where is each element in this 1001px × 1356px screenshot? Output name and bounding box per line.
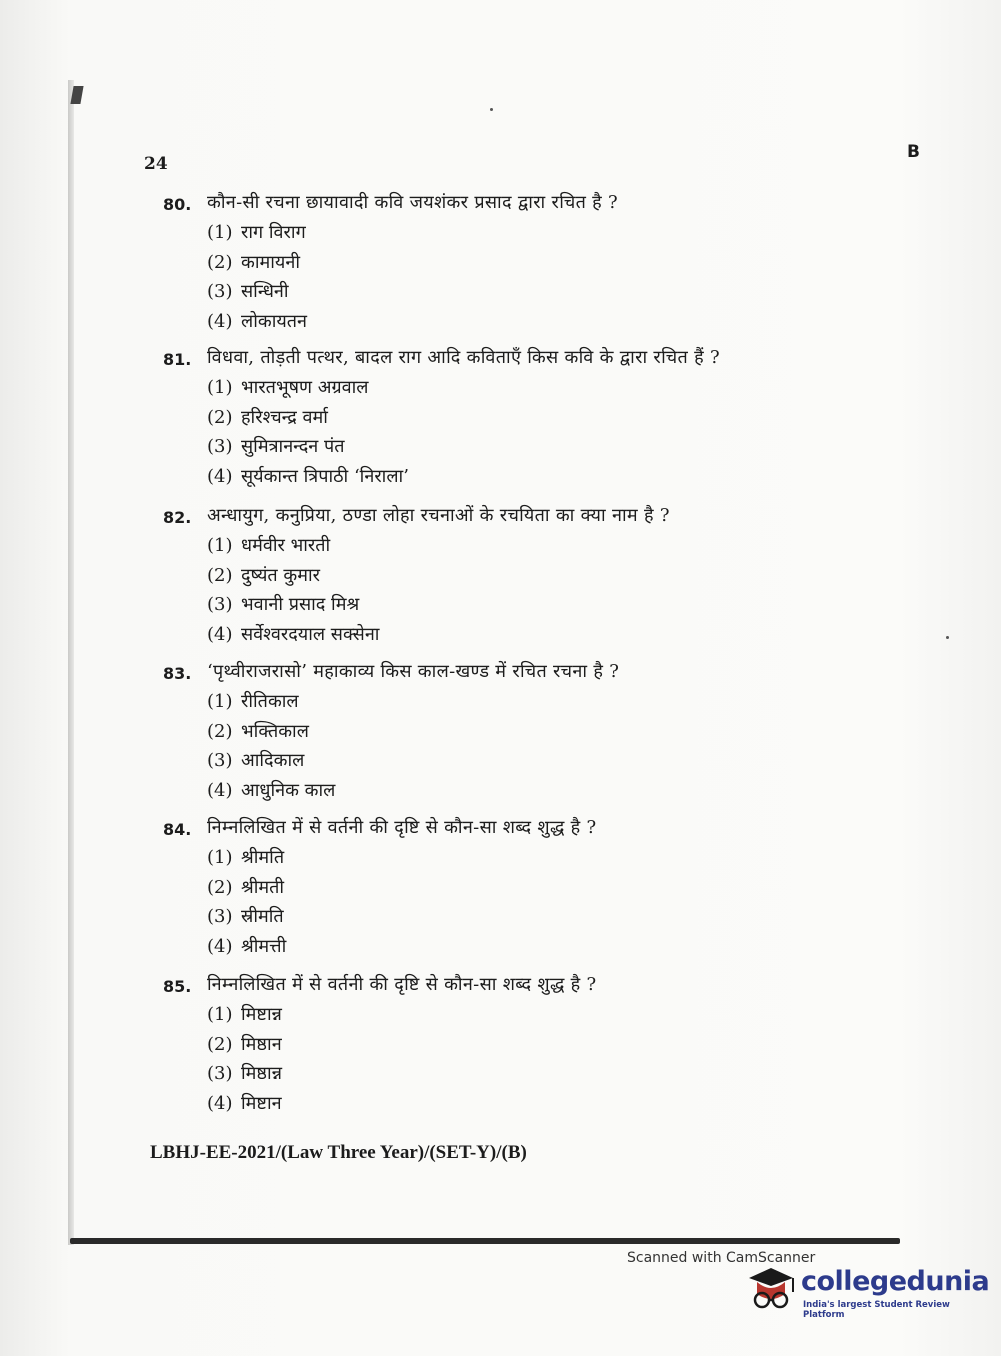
answer-option xyxy=(207,873,863,903)
answer-option xyxy=(207,277,863,307)
option-text: रीतिकाल xyxy=(241,691,299,712)
question-number: 85. xyxy=(163,977,192,996)
option-number: (1) xyxy=(207,377,233,398)
option-number: (2) xyxy=(207,564,233,586)
question-header xyxy=(163,659,863,687)
answer-option xyxy=(207,843,863,873)
question-block xyxy=(163,815,863,961)
answer-option xyxy=(207,746,863,776)
collegedunia-watermark xyxy=(745,1262,990,1322)
option-number: (3) xyxy=(207,1063,233,1084)
option-text: सन्धिनी xyxy=(241,281,289,302)
question-number: 84. xyxy=(163,820,192,839)
option-text: श्रीमती xyxy=(241,876,285,898)
option-text: राग विराग xyxy=(241,222,306,243)
answer-option xyxy=(207,717,863,747)
answer-option xyxy=(207,403,863,433)
question-block xyxy=(163,345,863,491)
paper-code-footer: LBHJ-EE-2021/(Law Three Year)/(SET-Y)/(B) xyxy=(150,1142,527,1163)
option-text: मिष्टान्न xyxy=(241,1004,282,1025)
answer-option xyxy=(207,531,863,561)
answer-option xyxy=(207,776,863,806)
answer-option xyxy=(207,1000,863,1030)
page-bottom-edge xyxy=(70,1238,900,1244)
answer-option xyxy=(207,462,863,492)
graduate-mascot-icon xyxy=(745,1264,797,1314)
option-number: (3) xyxy=(207,436,233,457)
answer-option xyxy=(207,561,863,591)
option-number: (1) xyxy=(207,1004,233,1025)
scanned-with-label: Scanned with CamScanner xyxy=(627,1250,816,1266)
question-header xyxy=(163,815,863,843)
option-number: (2) xyxy=(207,720,233,742)
answer-option xyxy=(207,620,863,650)
option-text: भवानी प्रसाद मिश्र xyxy=(241,594,360,615)
set-letter: B xyxy=(907,142,920,162)
option-text: कामायनी xyxy=(241,251,301,273)
question-block xyxy=(163,190,863,336)
question-text: विधवा, तोड़ती पत्थर, बादल राग आदि कविताएँ किस कवि के द्वारा रचित हैं ? xyxy=(207,347,720,368)
option-number: (3) xyxy=(207,594,233,615)
speck xyxy=(490,108,493,111)
option-number: (1) xyxy=(207,847,233,868)
option-text: भक्तिकाल xyxy=(241,720,309,742)
option-number: (4) xyxy=(207,779,233,801)
option-text: मिष्ठान्न xyxy=(241,1063,282,1084)
question-number: 82. xyxy=(163,508,192,527)
option-number: (2) xyxy=(207,406,233,428)
question-header xyxy=(163,190,863,218)
page-fold-shadow xyxy=(68,80,74,1245)
question-number: 80. xyxy=(163,195,192,214)
answer-option xyxy=(207,373,863,403)
question-text: निम्नलिखित में से वर्तनी की दृष्टि से कौन-सा शब्द शुद्ध है ? xyxy=(207,817,597,838)
option-number: (2) xyxy=(207,251,233,273)
question-text: अन्धायुग, कनुप्रिया, ठण्डा लोहा रचनाओं के रचयिता का क्या नाम है ? xyxy=(207,505,670,526)
question-text: कौन-सी रचना छायावादी कवि जयशंकर प्रसाद द्वारा रचित है ? xyxy=(207,192,619,213)
answer-option xyxy=(207,432,863,462)
option-text: धर्मवीर भारती xyxy=(241,535,331,556)
option-number: (3) xyxy=(207,281,233,302)
option-number: (3) xyxy=(207,750,233,771)
option-text: लोकायतन xyxy=(241,310,308,332)
answer-option xyxy=(207,1059,863,1089)
question-header xyxy=(163,972,863,1000)
answer-option xyxy=(207,307,863,337)
question-header xyxy=(163,345,863,373)
option-text: सुमित्रानन्दन पंत xyxy=(241,436,345,457)
option-number: (3) xyxy=(207,906,233,927)
option-number: (4) xyxy=(207,310,233,332)
option-text: आधुनिक काल xyxy=(241,779,336,801)
option-text: श्रीमत्ती xyxy=(241,935,287,957)
option-number: (4) xyxy=(207,935,233,957)
option-number: (1) xyxy=(207,222,233,243)
question-number: 83. xyxy=(163,664,192,683)
option-text: भारतभूषण अग्रवाल xyxy=(241,377,369,398)
question-text: निम्नलिखित में से वर्तनी की दृष्टि से कौन-सा शब्द शुद्ध है ? xyxy=(207,974,597,995)
question-header xyxy=(163,503,863,531)
question-number: 81. xyxy=(163,350,192,369)
option-text: स्रीमति xyxy=(241,906,284,927)
question-block xyxy=(163,503,863,649)
question-block xyxy=(163,659,863,805)
option-text: आदिकाल xyxy=(241,750,305,771)
option-text: सूर्यकान्त त्रिपाठी ‘निराला’ xyxy=(241,465,409,487)
option-number: (1) xyxy=(207,691,233,712)
answer-option xyxy=(207,902,863,932)
answer-option xyxy=(207,1089,863,1119)
option-text: मिष्ठान xyxy=(241,1033,282,1055)
option-text: दुष्यंत कुमार xyxy=(241,564,320,586)
answer-option xyxy=(207,687,863,717)
option-number: (2) xyxy=(207,1033,233,1055)
option-number: (4) xyxy=(207,1092,233,1114)
question-block xyxy=(163,972,863,1118)
option-text: श्रीमति xyxy=(241,847,285,868)
option-text: मिष्टान xyxy=(241,1092,282,1114)
page-number: 24 xyxy=(144,154,168,174)
answer-option xyxy=(207,1030,863,1060)
brand-tagline: India's largest Student Review Platform xyxy=(803,1300,950,1320)
answer-option xyxy=(207,932,863,962)
brand-name: collegedunia xyxy=(801,1266,990,1297)
option-number: (4) xyxy=(207,623,233,645)
option-text: सर्वेश्वरदयाल सक्सेना xyxy=(241,623,380,645)
speck xyxy=(946,636,949,639)
option-number: (4) xyxy=(207,465,233,487)
option-text: हरिश्चन्द्र वर्मा xyxy=(241,406,328,428)
option-number: (2) xyxy=(207,876,233,898)
option-number: (1) xyxy=(207,535,233,556)
answer-option xyxy=(207,218,863,248)
answer-option xyxy=(207,248,863,278)
question-text: ‘पृथ्वीराजरासो’ महाकाव्य किस काल-खण्ड में रचित रचना है ? xyxy=(207,661,620,682)
answer-option xyxy=(207,590,863,620)
